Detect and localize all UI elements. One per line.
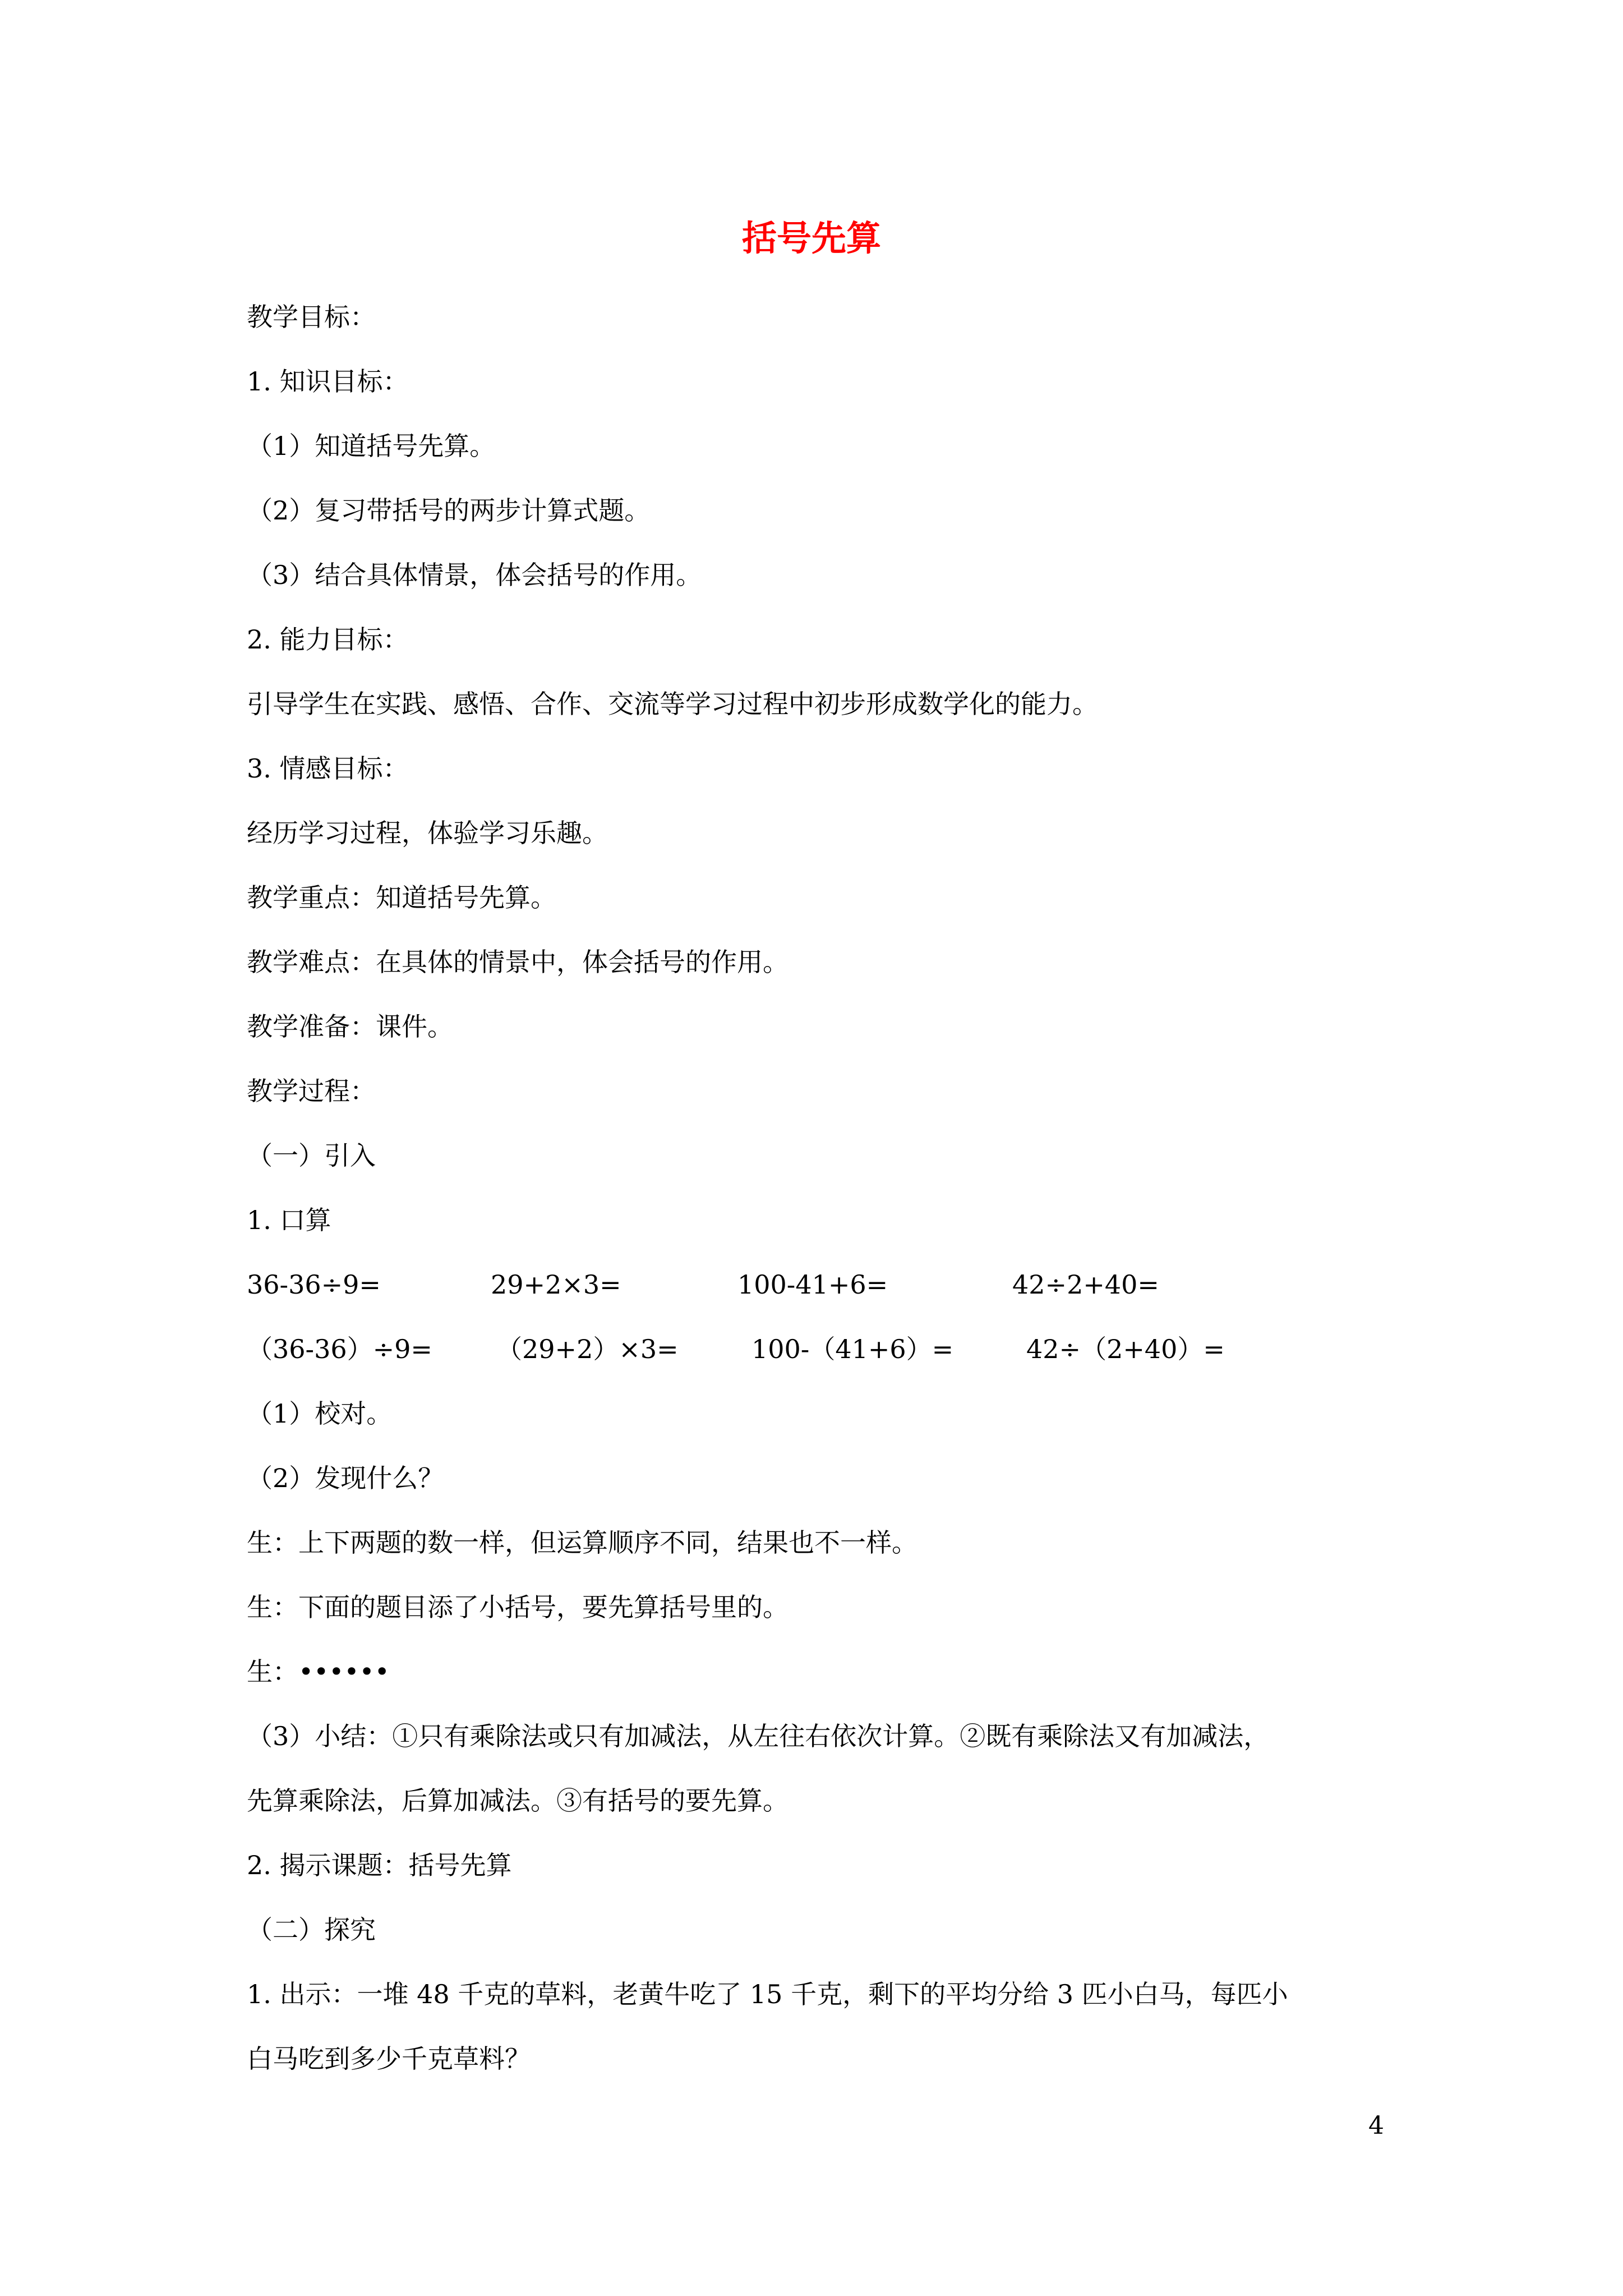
text-line: （1）知道括号先算。 [247, 431, 496, 461]
expression: 100-（41+6）= [751, 1334, 954, 1364]
text-line: （3）结合具体情景，体会括号的作用。 [247, 560, 702, 590]
text-line: （3）小结：①只有乘除法或只有加减法，从左往右依次计算。②既有乘除法又有加减法， [247, 1721, 1270, 1751]
text-line: 教学重点：知道括号先算。 [247, 882, 556, 913]
expression: （36-36）÷9= [247, 1334, 432, 1364]
text-line: 2. 能力目标： [247, 624, 409, 655]
text-line: 教学难点：在具体的情景中，体会括号的作用。 [247, 947, 789, 977]
oral-calc-row [247, 1329, 1402, 1369]
text-line: 先算乘除法，后算加减法。③有括号的要先算。 [247, 1786, 789, 1816]
expression: 100-41+6= [737, 1269, 888, 1300]
text-line: 教学准备：课件。 [247, 1011, 453, 1042]
text-line: 教学目标： [247, 302, 376, 332]
expression: 36-36÷9= [247, 1269, 381, 1300]
text-line: 生：上下两题的数一样，但运算顺序不同，结果也不一样。 [247, 1527, 917, 1558]
text-line: （2）复习带括号的两步计算式题。 [247, 495, 651, 526]
expression: （29+2）×3= [496, 1334, 679, 1364]
oral-calc-row [247, 1265, 1402, 1304]
text-line: 生：下面的题目添了小括号，要先算括号里的。 [247, 1592, 789, 1622]
text-line: 1. 知识目标： [247, 366, 409, 397]
text-line: 1. 口算 [247, 1205, 331, 1235]
text-line: （一）引入 [247, 1140, 376, 1171]
text-line: （1）校对。 [247, 1398, 393, 1429]
text-line: 3. 情感目标： [247, 753, 409, 784]
text-line: 1. 出示：一堆 48 千克的草料，老黄牛吃了 15 千克，剩下的平均分给 3 匹小白马，每匹小 [247, 1979, 1288, 2009]
text-line: 经历学习过程，体验学习乐趣。 [247, 818, 608, 848]
text-line: 引导学生在实践、感悟、合作、交流等学习过程中初步形成数学化的能力。 [247, 689, 1098, 719]
expression: 42÷2+40= [1012, 1269, 1159, 1300]
page-number: 4 [1368, 2111, 1384, 2140]
expression: 42÷（2+40）= [1026, 1334, 1225, 1364]
text-line: （2）发现什么？ [247, 1463, 444, 1493]
page-title: 括号先算 [741, 218, 881, 259]
text-line: 2. 揭示课题：括号先算 [247, 1850, 512, 1880]
text-line: 生：•••••• [247, 1657, 390, 1687]
text-line: （二）探究 [247, 1915, 376, 1945]
text-line: 教学过程： [247, 1076, 376, 1106]
text-line: 白马吃到多少千克草料？ [247, 2044, 531, 2074]
expression: 29+2×3= [491, 1269, 621, 1300]
